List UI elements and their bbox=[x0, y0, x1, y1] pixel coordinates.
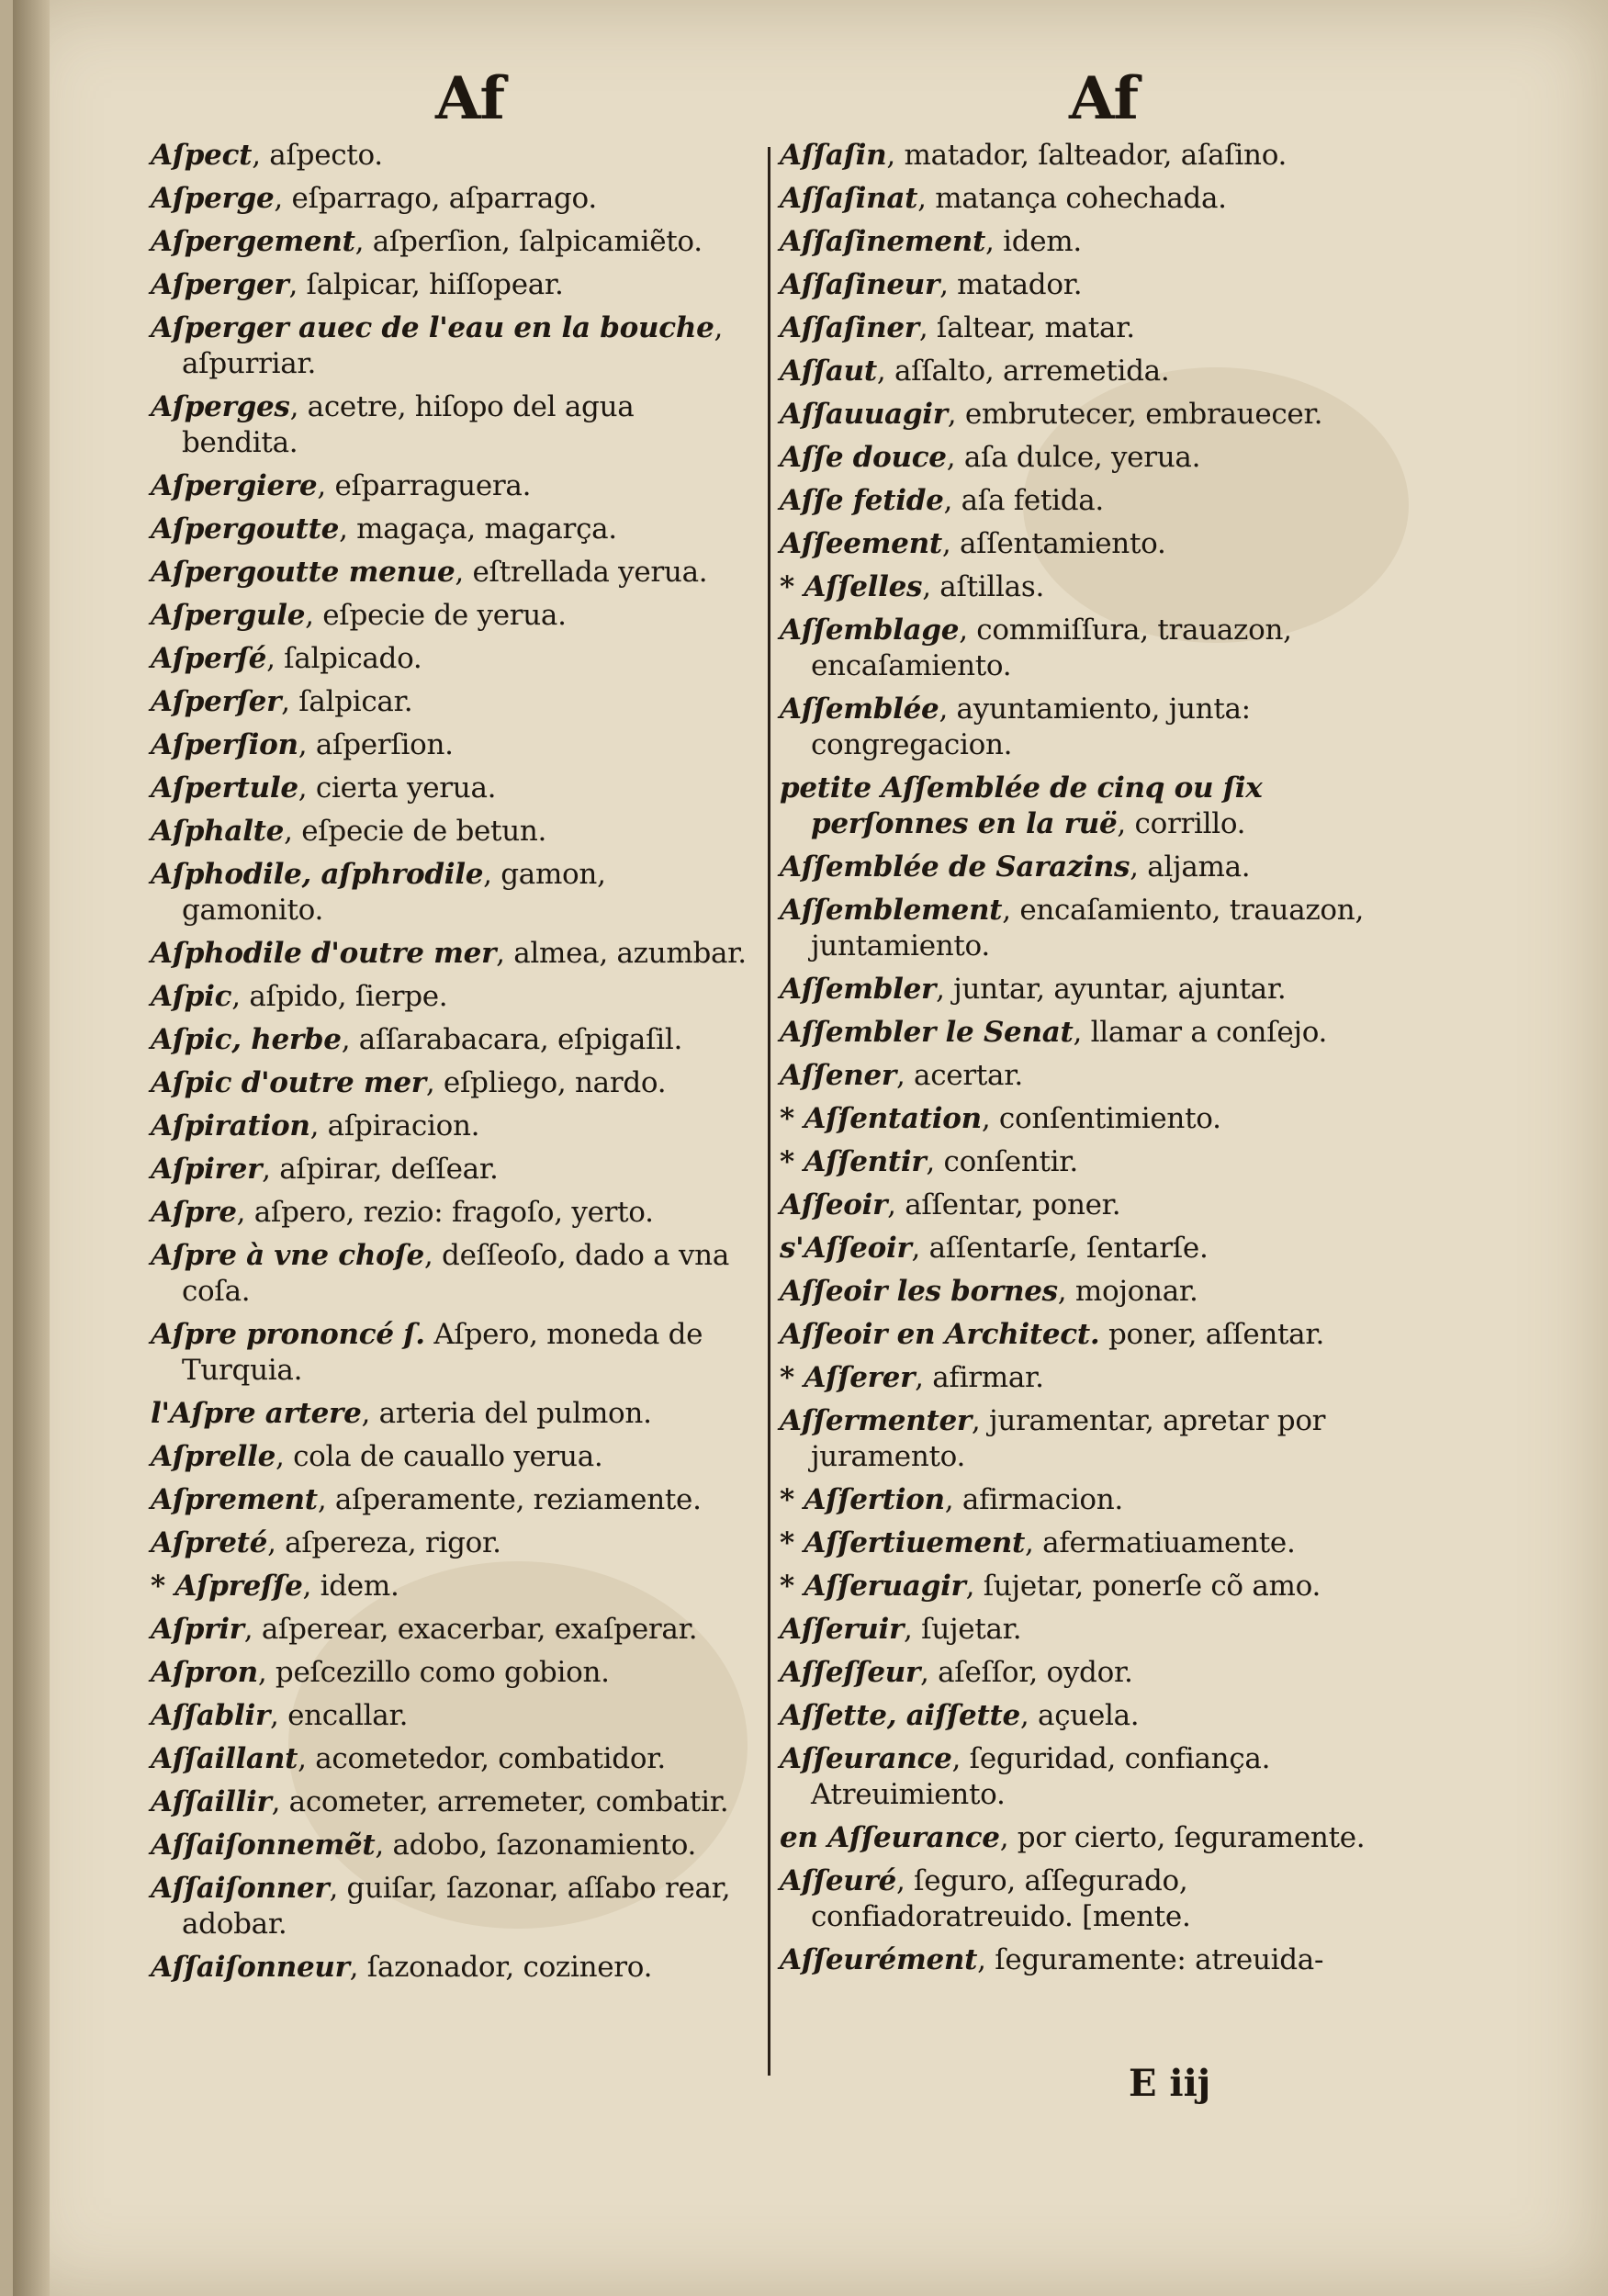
dictionary-entry bbox=[151, 224, 748, 260]
entry-translation: , aſperſion, ſalpicamiẽto. bbox=[354, 225, 703, 258]
dictionary-entry bbox=[151, 1698, 748, 1734]
entry-translation: , acometer, arremeter, combatir. bbox=[271, 1785, 729, 1818]
entry-headword: Aſſeement bbox=[780, 527, 942, 560]
entry-translation: , arteria del pulmon. bbox=[361, 1397, 652, 1430]
dictionary-entry bbox=[780, 354, 1386, 389]
entry-headword: Aſſaillant bbox=[151, 1742, 298, 1775]
dictionary-entry bbox=[780, 1274, 1386, 1310]
entry-translation: , ſazonador, cozinero. bbox=[349, 1951, 653, 1984]
entry-headword: Aſſembler le Senat bbox=[780, 1016, 1074, 1049]
dictionary-entry bbox=[780, 1569, 1386, 1604]
entry-translation: , acetre, hiſopo del agua bendita. bbox=[182, 390, 635, 459]
entry-translation: , aſtillas. bbox=[922, 570, 1044, 603]
entry-translation: poner, aſſentar. bbox=[1099, 1318, 1325, 1351]
dictionary-entry bbox=[780, 1525, 1386, 1561]
entry-headword: Aſſaiſonneur bbox=[151, 1951, 350, 1984]
entry-headword: Aſſaut bbox=[780, 355, 877, 388]
entry-translation: , afirmacion. bbox=[944, 1483, 1123, 1516]
dictionary-entry bbox=[780, 138, 1386, 174]
entry-headword: Aſperges bbox=[151, 390, 290, 423]
dictionary-entry bbox=[780, 483, 1386, 519]
dictionary-entry bbox=[151, 389, 748, 461]
entry-translation: , açuela. bbox=[1019, 1699, 1140, 1732]
dictionary-entry bbox=[780, 569, 1386, 605]
entry-translation: , aſſalto, arremetida. bbox=[876, 355, 1170, 388]
dictionary-entry bbox=[780, 1942, 1386, 1978]
entry-translation: , ſujetar. bbox=[904, 1613, 1022, 1646]
dictionary-entry bbox=[780, 1403, 1386, 1475]
entry-headword: Aſpirer bbox=[151, 1153, 263, 1186]
dictionary-entry bbox=[780, 1820, 1386, 1856]
entry-headword: Aſſemblée bbox=[780, 692, 939, 726]
entry-headword: Aſſeoir les bornes bbox=[780, 1275, 1058, 1308]
dictionary-entry bbox=[151, 1741, 748, 1777]
dictionary-entry bbox=[780, 613, 1386, 684]
entry-headword: Aſpre prononcé ſ. bbox=[151, 1318, 425, 1351]
entry-headword: en Aſſeurance bbox=[780, 1821, 1000, 1854]
entry-headword: Aſſener bbox=[780, 1059, 896, 1092]
dictionary-entry bbox=[151, 1612, 748, 1648]
entry-translation: , peſcezillo como gobion. bbox=[257, 1656, 610, 1689]
dictionary-entry bbox=[780, 267, 1386, 303]
dictionary-entry bbox=[151, 1152, 748, 1187]
dictionary-entry bbox=[151, 1439, 748, 1475]
entry-headword: Aſſablir bbox=[151, 1699, 270, 1732]
entry-translation: , aſperamente, reziamente. bbox=[317, 1483, 702, 1516]
dictionary-entry bbox=[780, 1015, 1386, 1051]
entry-headword: Aſſauuagir bbox=[780, 398, 948, 431]
entry-headword: Aſſaiſonnemẽt bbox=[151, 1829, 376, 1862]
dictionary-entry bbox=[151, 1195, 748, 1231]
dictionary-entry bbox=[780, 1482, 1386, 1518]
entry-headword: Aſpergoutte bbox=[151, 512, 340, 546]
entry-translation: , ſujetar, ponerſe cõ amo. bbox=[965, 1570, 1321, 1603]
entry-translation: , aſpurriar. bbox=[182, 311, 724, 380]
entry-translation: , idem. bbox=[302, 1570, 399, 1603]
dictionary-entry bbox=[151, 310, 748, 382]
entry-headword: Aſphodile, aſphrodile bbox=[151, 858, 484, 891]
entry-translation: , ſeguridad, confiança. Atreuimiento. bbox=[811, 1742, 1271, 1811]
entry-translation: , aſperſion. bbox=[298, 728, 454, 761]
entry-headword: Aſſette, aiſſette bbox=[780, 1699, 1020, 1732]
entry-headword: Aſpergiere bbox=[151, 469, 318, 502]
dictionary-entry bbox=[151, 1238, 748, 1310]
entry-headword: * Aſſertion bbox=[780, 1483, 945, 1516]
dictionary-entry bbox=[151, 598, 748, 634]
entry-translation: , deſſeoſo, dado a vna coſa. bbox=[182, 1239, 730, 1308]
dictionary-entry bbox=[780, 1101, 1386, 1137]
entry-translation: , aſa fetida. bbox=[943, 484, 1104, 517]
signature-mark: E iij bbox=[1129, 2062, 1211, 2105]
dictionary-entry bbox=[780, 1058, 1386, 1094]
entry-translation: , magaça, magarça. bbox=[339, 512, 617, 546]
entry-translation: , acertar. bbox=[895, 1059, 1023, 1092]
entry-translation: , aſpido, ſierpe. bbox=[231, 980, 448, 1013]
entry-translation: , aſpiracion. bbox=[309, 1109, 480, 1142]
entry-translation: , cola de cauallo yerua. bbox=[275, 1440, 603, 1473]
entry-headword: Aſſemblée de Sarazins bbox=[780, 850, 1130, 884]
entry-headword: Aſſe fetide bbox=[780, 484, 944, 517]
entry-headword: Aſphalte bbox=[151, 815, 285, 848]
entry-translation: , aſſentar, poner. bbox=[887, 1188, 1121, 1221]
entry-headword: Aſſemblage bbox=[780, 613, 960, 647]
entry-translation: , juntar, ayuntar, ajuntar. bbox=[936, 973, 1287, 1006]
entry-translation: , aſa dulce, yerua. bbox=[946, 441, 1201, 474]
entry-translation: , aſpirar, deſſear. bbox=[262, 1153, 499, 1186]
dictionary-entry bbox=[780, 397, 1386, 433]
entry-translation: , aſſentamiento. bbox=[941, 527, 1166, 560]
entry-headword: Aſpron bbox=[151, 1656, 258, 1689]
entry-translation: , cierta yerua. bbox=[298, 771, 497, 805]
entry-translation: , juramentar, apretar por juramento. bbox=[811, 1404, 1326, 1473]
entry-headword: s'Aſſeoir bbox=[780, 1232, 912, 1265]
entry-translation: , encallar. bbox=[269, 1699, 409, 1732]
dictionary-entry bbox=[151, 512, 748, 547]
dictionary-entry bbox=[151, 857, 748, 929]
entry-translation: , matador. bbox=[939, 268, 1083, 301]
entry-translation: , llamar a conſejo. bbox=[1073, 1016, 1328, 1049]
dictionary-entry bbox=[151, 1317, 748, 1389]
entry-headword: Aſprelle bbox=[151, 1440, 275, 1473]
entry-headword: Aſprir bbox=[151, 1613, 244, 1646]
dictionary-entry bbox=[151, 814, 748, 850]
dictionary-entry bbox=[151, 1525, 748, 1561]
entry-headword: Aſſermenter bbox=[780, 1404, 972, 1437]
entry-headword: * Aſſertiuement bbox=[780, 1526, 1026, 1559]
entry-headword: * Aſſelles bbox=[780, 570, 923, 603]
entry-translation: , guiſar, ſazonar, aſſabo rear, adobar. bbox=[182, 1872, 731, 1941]
entry-headword: Aſpergule bbox=[151, 599, 306, 632]
dictionary-entry bbox=[151, 641, 748, 677]
dictionary-entry bbox=[780, 771, 1386, 842]
entry-headword: Aſſeurément bbox=[780, 1943, 978, 1976]
dictionary-entry bbox=[780, 1741, 1386, 1813]
dictionary-entry bbox=[151, 1022, 748, 1058]
entry-headword: Aſpre bbox=[151, 1196, 237, 1229]
column-rule bbox=[768, 147, 770, 2076]
entry-translation: , afermatiuamente. bbox=[1025, 1526, 1296, 1559]
entry-translation: , conſentir. bbox=[926, 1145, 1078, 1178]
entry-translation: , gamon, gamonito. bbox=[182, 858, 606, 927]
dictionary-entry bbox=[780, 850, 1386, 885]
entry-translation: Aſpero, moneda de Turquia. bbox=[182, 1318, 703, 1387]
entry-translation: , afirmar. bbox=[915, 1361, 1044, 1394]
entry-headword: Aſpergement bbox=[151, 225, 355, 258]
dictionary-entry bbox=[151, 1569, 748, 1604]
entry-translation: , matador, ſalteador, aſaſino. bbox=[886, 139, 1288, 172]
dictionary-entry bbox=[151, 267, 748, 303]
dictionary-entry bbox=[780, 1612, 1386, 1648]
entry-headword: Aſperſion bbox=[151, 728, 298, 761]
dictionary-entry bbox=[151, 1871, 748, 1942]
dictionary-entry bbox=[151, 1950, 748, 1986]
dictionary-entry bbox=[780, 1655, 1386, 1691]
entry-headword: Aſſaſinat bbox=[780, 182, 918, 215]
right-column bbox=[780, 138, 1386, 1986]
entry-headword: Aſprement bbox=[151, 1483, 318, 1516]
entry-translation: , acometedor, combatidor. bbox=[298, 1742, 666, 1775]
entry-headword: Aſpic bbox=[151, 980, 232, 1013]
dictionary-entry bbox=[780, 1231, 1386, 1266]
entry-translation: , aſpecto. bbox=[252, 139, 383, 172]
entry-translation: , aljama. bbox=[1130, 850, 1251, 884]
entry-headword: Aſpreté bbox=[151, 1526, 268, 1559]
entry-translation: , por cierto, ſeguramente. bbox=[999, 1821, 1366, 1854]
entry-headword: Aſſaiſonner bbox=[151, 1872, 330, 1905]
entry-translation: , aſperear, exacerbar, exaſperar. bbox=[243, 1613, 698, 1646]
dictionary-entry bbox=[151, 979, 748, 1015]
dictionary-entry bbox=[780, 181, 1386, 217]
dictionary-entry bbox=[151, 468, 748, 504]
entry-headword: * Aſſentir bbox=[780, 1145, 927, 1178]
book-page bbox=[13, 0, 1608, 2296]
dictionary-entry bbox=[151, 1655, 748, 1691]
entry-headword: Aſſemblement bbox=[780, 894, 1003, 927]
dictionary-entry bbox=[151, 1784, 748, 1820]
entry-translation: , ſalpicar, hiſſopear. bbox=[288, 268, 564, 301]
entry-headword: Aſſembler bbox=[780, 973, 937, 1006]
entry-headword: * Aſſentation bbox=[780, 1102, 982, 1135]
dictionary-entry bbox=[780, 1144, 1386, 1180]
entry-translation: , almea, azumbar. bbox=[496, 937, 747, 970]
entry-headword: Aſpiration bbox=[151, 1109, 310, 1142]
running-head-left: Af bbox=[435, 64, 506, 133]
dictionary-entry bbox=[780, 224, 1386, 260]
entry-headword: Aſpertule bbox=[151, 771, 298, 805]
dictionary-entry bbox=[151, 181, 748, 217]
dictionary-entry bbox=[780, 310, 1386, 346]
entry-translation: , aſpereza, rigor. bbox=[267, 1526, 501, 1559]
entry-headword: Aſſaſin bbox=[780, 139, 887, 172]
entry-headword: * Aſpreſſe bbox=[151, 1570, 303, 1603]
dictionary-entry bbox=[151, 555, 748, 591]
entry-headword: Aſpic, herbe bbox=[151, 1023, 342, 1056]
entry-translation: , conſentimiento. bbox=[981, 1102, 1221, 1135]
entry-translation: , encaſamiento, trauazon, juntamiento. bbox=[811, 894, 1365, 962]
entry-headword: Aſſeſſeur bbox=[780, 1656, 921, 1689]
dictionary-entry bbox=[780, 893, 1386, 964]
entry-translation: , idem. bbox=[984, 225, 1082, 258]
entry-translation: , eſtrellada yerua. bbox=[455, 556, 708, 589]
entry-translation: , aſpero, rezio: fragoſo, yerto. bbox=[236, 1196, 654, 1229]
entry-translation: , ayuntamiento, junta: congregacion. bbox=[811, 692, 1251, 761]
dictionary-entry bbox=[151, 1065, 748, 1101]
dictionary-entry bbox=[780, 1317, 1386, 1353]
entry-headword: Aſſaillir bbox=[151, 1785, 272, 1818]
entry-translation: , ſaltear, matar. bbox=[918, 311, 1135, 344]
dictionary-entry bbox=[151, 1109, 748, 1144]
dictionary-entry bbox=[151, 936, 748, 972]
entry-headword: Aſſaſiner bbox=[780, 311, 919, 344]
entry-translation: , adobo, ſazonamiento. bbox=[375, 1829, 697, 1862]
dictionary-entry bbox=[151, 684, 748, 720]
entry-translation: , commiſſura, trauazon, encaſamiento. bbox=[811, 613, 1292, 682]
dictionary-entry bbox=[780, 1863, 1386, 1935]
entry-translation: , mojonar. bbox=[1057, 1275, 1198, 1308]
entry-headword: * Aſſerer bbox=[780, 1361, 916, 1394]
entry-translation: , eſparrago, aſparrago. bbox=[274, 182, 597, 215]
dictionary-entry bbox=[780, 1698, 1386, 1734]
entry-headword: Aſperſé bbox=[151, 642, 267, 675]
dictionary-entry bbox=[780, 1360, 1386, 1396]
entry-headword: Aſſeurance bbox=[780, 1742, 952, 1775]
entry-translation: , eſparraguera. bbox=[317, 469, 532, 502]
entry-translation: , eſpecie de betun. bbox=[284, 815, 547, 848]
dictionary-entry bbox=[151, 138, 748, 174]
entry-translation: , ſeguro, aſſegurado, confiadoratreuido. [mente. bbox=[811, 1864, 1191, 1933]
entry-translation: , ſalpicar. bbox=[281, 685, 413, 718]
running-head-right: Af bbox=[1069, 64, 1140, 133]
entry-headword: Aſperger auec de l'eau en la bouche bbox=[151, 311, 714, 344]
entry-headword: Aſſe douce bbox=[780, 441, 947, 474]
dictionary-entry bbox=[780, 1187, 1386, 1223]
entry-headword: Aſperge bbox=[151, 182, 275, 215]
dictionary-entry bbox=[151, 1396, 748, 1432]
entry-headword: Aſphodile d'outre mer bbox=[151, 937, 497, 970]
entry-translation: , matança cohechada. bbox=[917, 182, 1227, 215]
entry-headword: Aſſeruir bbox=[780, 1613, 905, 1646]
entry-headword: petite Aſſemblée de cinq ou ſix perſonnes en la ruë bbox=[780, 771, 1263, 840]
entry-headword: Aſpic d'outre mer bbox=[151, 1066, 426, 1099]
entry-headword: Aſpre à vne choſe bbox=[151, 1239, 424, 1272]
entry-translation: , ſalpicado. bbox=[266, 642, 422, 675]
entry-headword: Aſpergoutte menue bbox=[151, 556, 455, 589]
entry-translation: , aſſarabacara, eſpigaſil. bbox=[341, 1023, 683, 1056]
dictionary-entry bbox=[780, 526, 1386, 562]
entry-translation: , corrillo. bbox=[1117, 807, 1246, 840]
entry-headword: Aſſeuré bbox=[780, 1864, 896, 1897]
entry-translation: , ſeguramente: atreuida- bbox=[977, 1943, 1324, 1976]
entry-headword: Aſperger bbox=[151, 268, 289, 301]
entry-headword: Aſpect bbox=[151, 139, 253, 172]
entry-translation: , eſpecie de yerua. bbox=[305, 599, 567, 632]
entry-translation: , embrutecer, embrauecer. bbox=[947, 398, 1323, 431]
dictionary-entry bbox=[780, 440, 1386, 476]
entry-translation: , aſeſſor, oydor. bbox=[920, 1656, 1133, 1689]
entry-headword: l'Aſpre artere bbox=[151, 1397, 362, 1430]
entry-headword: Aſſaſinement bbox=[780, 225, 985, 258]
dictionary-entry bbox=[780, 692, 1386, 763]
entry-translation: , eſpliego, nardo. bbox=[425, 1066, 667, 1099]
entry-headword: Aſſeoir en Architect. bbox=[780, 1318, 1100, 1351]
entry-headword: * Aſſeruagir bbox=[780, 1570, 966, 1603]
entry-headword: Aſſaſineur bbox=[780, 268, 940, 301]
dictionary-entry bbox=[780, 972, 1386, 1007]
dictionary-entry bbox=[151, 1828, 748, 1863]
entry-headword: Aſperſer bbox=[151, 685, 282, 718]
page-binding-shadow bbox=[13, 0, 50, 2296]
left-column bbox=[151, 138, 748, 1993]
dictionary-entry bbox=[151, 727, 748, 763]
entry-translation: , aſſentarſe, ſentarſe. bbox=[911, 1232, 1209, 1265]
entry-headword: Aſſeoir bbox=[780, 1188, 888, 1221]
dictionary-entry bbox=[151, 1482, 748, 1518]
dictionary-entry bbox=[151, 771, 748, 806]
